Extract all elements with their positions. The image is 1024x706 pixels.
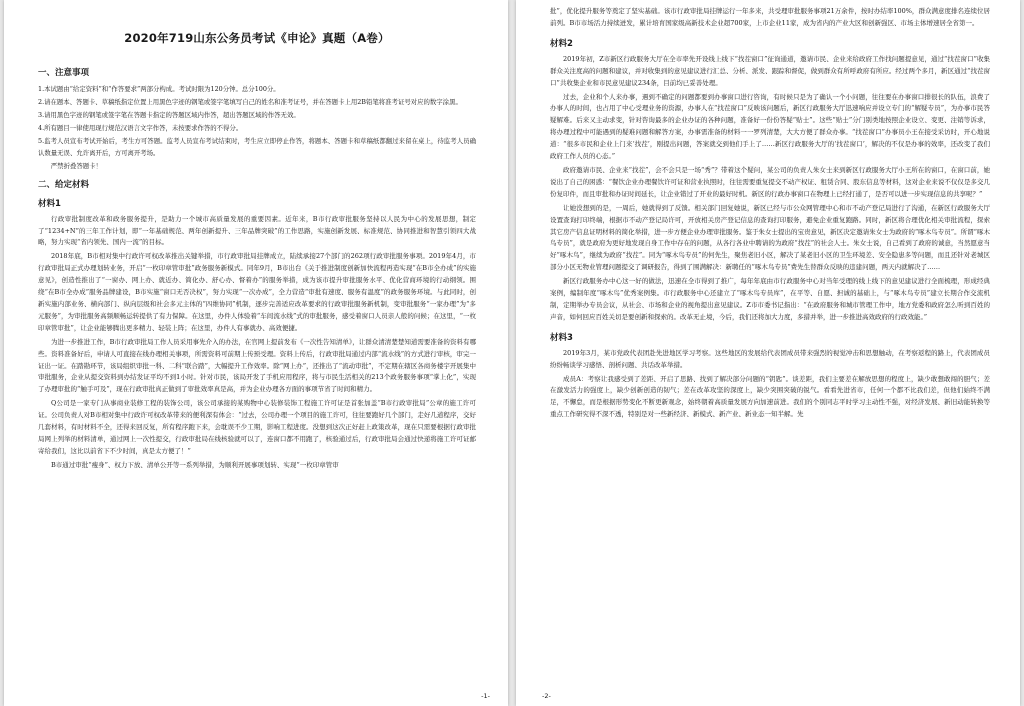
notes-heading: 一、注意事项 xyxy=(38,68,90,78)
material-paragraph: 让她没想到的是，一周后，她就得到了反馈。相关部门回复她说，新区已经与市公众网管理中心和市不动产登记局进行了沟通，在新区行政服务大厅设置查询打印终端，根据市不动产登记局许可，开放相关房产登记信息的查询打印服务，避免企业重复跑路。同时，新区将合理优化相关审批流程，探索其它房产信息证明材料的简化举措，进一步方便企业办理审批服务。鉴于朱女士提出的宝贵意见，新区决定邀请朱女士为政府的“啄木鸟专员”。所谓“啄木鸟专员”，就是政府为更好地发现自身工作中存在的问题，从各行各业中聘请的为政府“找茬”的社会人士。朱女士说，自己看到了政府的诚意，当然愿意当好“啄木鸟”，继续为政府“找茬”。同为“啄木鸟专员”的何先生，聚焦老旧小区，解决了某老旧小区的卫生环境差、安全隐患多等问题，而且还针对老城区部分小区无物业管理问题提交了调研报告，得到了围满解决：新聘任的“啄木鸟专员”费先生替群众反映的违建问题，两天内就解决了…… xyxy=(550,203,990,272)
notice-item: 5.监考人员宣布考试开始后，考生方可答题。监考人员宣布考试结束时，考生应立即停止作答，将题本、答题卡和草稿纸都翻过来留在桌上，待监考人员确认数量无误、允许离开后，方可离开考场。 xyxy=(38,137,476,157)
page-number: -2- xyxy=(542,692,551,700)
material-paragraph: 批”，优化提升服务等奠定了坚实基础。该市行政审批局挂牌运行一年多来，共受理审批服务事项21万余件，按时办结率100%，群众满意度排名连续位居前列。B市市场活力持续迸发，累计培育国家级高新技术企业超700家，上市企业11家，成为省内的产业大区和创新强区、市场主体增速居全省第一。 xyxy=(550,7,990,27)
material-1-heading: 材料1 xyxy=(38,198,61,209)
material-paragraph: 政府邀请市民、企业来“找茬”，会不会只是一场“秀”？带着这个疑问，某公司的负责人朱女士来到新区行政服务大厅小王所在的窗口，在窗口前，她说出了自己的困惑：“餐饮企业办理餐饮许可证和营业执照时，往往需要重复提交不动产权证、租赁合同、股东信息等材料，这对企业来说不仅仅是多交几份复印件，而且审批和办证时间延长，让企业错过了开业的最好时机。新区的行政办事窗口在物理上已经打通了，是否可以进一步实现信息的共享呢？” xyxy=(550,165,990,198)
material-paragraph: 成员A：考察让我感受到了差距、开启了思路、找到了解决部分问题的“钥匙”。谈差距，我们主要差在解放思想的程度上，缺少敢想敢闯的胆气；差在激发活力的强度上，缺少创新创造的韧气；差在改革攻坚的深度上，缺少突围突破的锐气。看看先进省市，任何一个都不比我们差，但他们始终不满足，不懈怠，而是根据形势变化不断更新观念，始终朝着高质量发展方向加速前进。我们的个别同志平时学习主动性不强，对经济发展、新旧动能转换等重点工作研究得不深不透，特别是对一些新经济、新模式、新产业、新业态一知半解。先 xyxy=(550,374,990,419)
material-paragraph: 过去，企业和个人来办事，遇到不确定的问题都要到办事窗口进行咨询，有时候只是为了确认一个小问题，往往要在办事窗口排很长的队伍，浪费了办事人的时间，也占用了中心受理业务的资源，办事人在“找茬窗口”反映该问题后，新区行政服务大厅迅速响应并设立专门的“解疑专员”，为办事市民答疑解难。后来又主动求变，针对咨询最多的企业办证的各种问题，准备好一份份答疑“贴士”。这些“贴士”分门别类地按照企业设立、变更、注销等诉求，将办理过程中可能遇到的疑难问题和解答方案，办事需准备的材料一一罗列清楚，大大方便了群众办事。“找茬窗口”办事员小王在接受采访时，开心地说道：“很多市民和企业上门来‘找茬’，刚提出问题，答案就交到他们手上了……新区行政服务大厅的‘找茬窗口’，解决的不仅是办事的效率，还改变了我们政府工作人员的心态。” xyxy=(550,92,990,161)
material-paragraph: B市通过审批“瘦身”、权力下放、清单公开等一系列举措，为顺利开展事项划转、实现“一枚印章管审 xyxy=(51,460,339,469)
notice-item: 4.所有题目一律使用现行规范汉语言文字作答，未按要求作答的不得分。 xyxy=(38,124,243,133)
material-3-heading: 材料3 xyxy=(550,332,573,343)
material-paragraph: Q公司是一家专门从事商业装修工程的装饰公司，该公司承接的某购物中心装修装饰工程施工许可证是首张加盖“B市行政审批局”公章的施工许可证。公司负责人对B市相对集中行政许可权改革带来的便利深有体会：“过去，公司办理一个项目的施工许可，往往要跑好几个部门，走好几道程序，交好几套材料，有时材料不全，还得来回反复，所有程序跑下来，会耽误不少工期，影响工程进度。没想到这次正好赶上政策改革，现在只需要根据行政审批局网上列举的材料清单，通过网上一次性提交，行政审批局在线核验就可以了，连窗口都不用跑了，核验通过后，行政审批局会通过快递将施工许可证邮寄给我们，这比以前省下不少时间，真是太方便了！” xyxy=(38,399,476,455)
document-title: 2020年719山东公务员考试《申论》真题（A卷） xyxy=(124,31,390,45)
notice-warning: 严禁折叠答题卡！ xyxy=(50,162,102,171)
notice-item: 1.本试题由“给定资料”和“作答要求”两部分构成。考试时限为120分钟。总分100分。 xyxy=(38,85,280,93)
material-paragraph: 为进一步推进工作，B市行政审批局工作人员采用事先介入的办法，在官网上提前发布《一次性告知清单》，让群众清清楚楚知道需要准备的资料有哪些。资料准备好后，申请人可直接在线办理相关事项，所需资料可前期上传预受理。资料上传后，行政审批局通过内部“流水线”的方式进行审核，审完一证出一证。在踏勘环节，该局组织审批一科、二科“联合踏”，大幅提升工作效率。除“网上办”，还推出了“流动审批”，不定期在辖区各商务楼宇开展集中审批服务，企业从提交资料到办结发证平均不到1小时。针对市民，该局开发了手机应用程序，将与市民生活相关的213个政务服务事项“掌上化”，实现了办理审批的“触手可及”，现在行政审批真正做到了审批效率真是高，并为企业办理各方面的事项节省了时间和精力。 xyxy=(38,337,476,394)
material-paragraph: 2018年底，B市相对集中行政许可权改革推出关键举措，市行政审批局挂牌成立，陆续承接27个部门的262项行政审批服务事项。2019年4月，市行政审批局正式办理划转业务，开启“一枚印章管审批”政务服务新模式。同年9月，B市出台《关于推进制度创新加快流程再造实现“在B市全办成”的实施意见》，创造性推出了“一窗办、网上办、就近办、简化办、舒心办、督着办”的服务举措，成为该市提升审批服务水平、优化营商环境的行动纲领。围绕“在B市全办成”服务品牌建设，B市实施“窗口无否决权”，努力实现“一次办成”，全力营造“审批有速度、服务有温度”的政务服务环境。与此同时，创新实施内部业务、横向部门、纵向层级和社会多元主体的“四维协同”机制，逐步完善适应改革要求的行政审批服务新机制，变审批服务“一家办理”为“多元服务”，为审批服务高频顺畅运转提供了有力保障。在这里，办件人体验着“车间流水线”式的审批服务，感受着窗口人员亲人般的问候；在这里，“一枚印章管审批”，让企业能够腾出更多精力、轻装上阵；在这里，办件人有事就办、高效便捷。 xyxy=(38,252,476,332)
material-2-heading: 材料2 xyxy=(550,38,573,49)
materials-heading: 二、给定材料 xyxy=(38,179,90,190)
material-paragraph: 新区行政服务办中心这一好的做法，迅速在全市得到了推广，每年年底由市行政服务中心对当年受理的线上线下的意见建议进行全面梳理，形成经典案例，编制年度“啄木鸟”优秀案例集。市行政服务中心还建立了“啄木鸟专员库”，在平等、自愿、担诚的基础上，与“啄木鸟专员”建立长期合作交流机制，定期举办专员会议，从社会、市场和企业的视角提出意见建议。Z市市委书记指出：“在政府服务和城市管理工作中，地方党委和政府怎么听到百姓的声音，如何回应百姓关切是要创新和探索的。改革无止境，今后，我们还将加大力度，多措并举，进一步推进高效政府的行政效能。” xyxy=(550,277,990,321)
page-number: -1- xyxy=(481,692,490,700)
material-paragraph: 2019年初，Z市新区行政服务大厅在全市率先开设线上线下“找茬窗口”征询通道，邀请市民、企业来给政府工作找问题提意见，通过“找茬窗口”收集群众关注度高的问题和建议，并对收集到的意见建议进行汇总、分析、派发、跟踪和督促，做到群众有所呼政府有所应。经过两个多月，新区通过“找茬窗口”共收集企业和市民意见建议234条，目前均已妥善处理。 xyxy=(550,54,990,87)
notice-item: 3.请用黑色字迹的钢笔或签字笔在答题卡指定的答题区域内作答，超出答题区域的作答无效。 xyxy=(38,111,300,120)
material-paragraph: 2019年3月，某市党政代表团赴先进地区学习考察。这些地区的发展给代表团成员带来强烈的视觉冲击和思想触动，在考察返程的路上，代表团成员纷纷畅谈学习感悟、剖析问题、共话改革举措。 xyxy=(550,348,990,369)
material-paragraph: 行政审批制度改革和政务服务提升，是助力一个城市高质量发展的重要因素。近年来，B市行政审批服务坚持以人民为中心的发展思想，制定了“1234+N”的三年工作计划，即“一年基础规范、两年创新提升、三年品牌突破”的工作思路，实施创新发展、标准规范、协同推进和智慧引领四大战略，努力实现“省内领先、国内一流”的目标。 xyxy=(38,214,476,247)
document-page-2 xyxy=(516,0,1020,706)
document-page-1 xyxy=(4,0,508,706)
notice-item: 2.请在题本、答题卡、草稿纸指定位置上用黑色字迹的钢笔或签字笔填写自己的姓名和准考证号，并在答题卡上用2B铅笔将准考证号对应的数字涂黑。 xyxy=(38,98,462,107)
